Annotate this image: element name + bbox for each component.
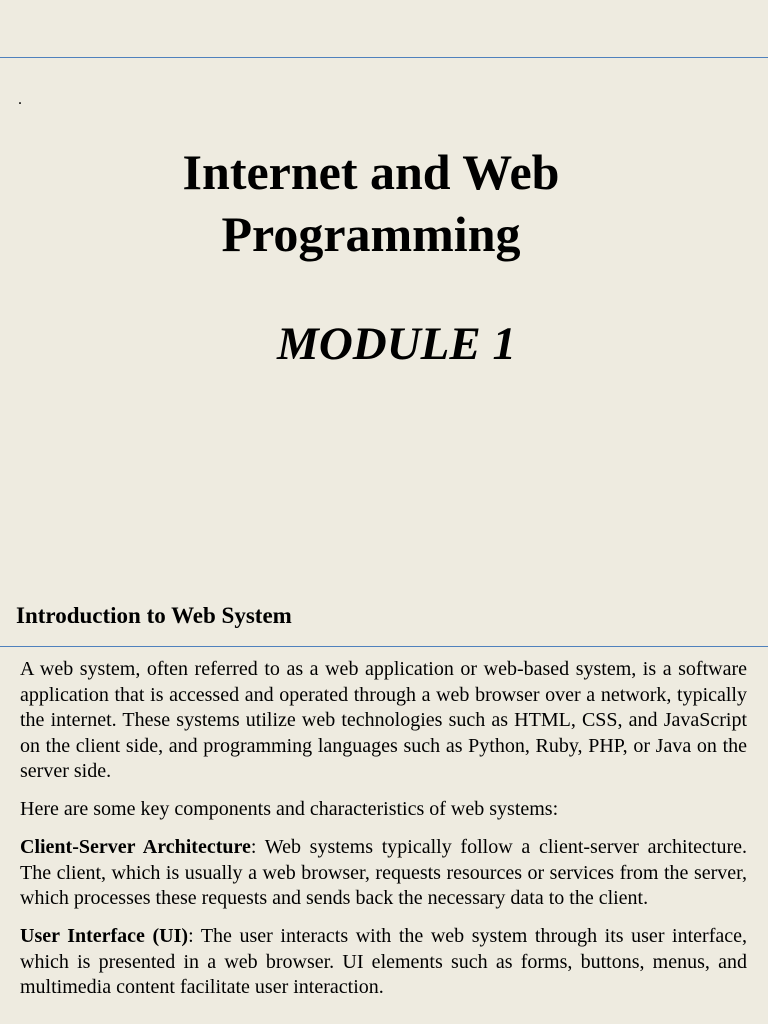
client-server-text: : Web systems typically follow a client-server architecture. The client, which is usually a web browser, requests resources or services from the server, which processes these requests and sends back the necessary data to the client. [20,836,747,909]
client-server-term: Client-Server Architecture [20,836,251,858]
title-line-1: Internet and Web [182,144,560,200]
client-server-paragraph [20,835,747,912]
intro-paragraph: A web system, often referred to as a web application or web-based system, is a software application that is accessed and operated through a web browser over a network, typically the internet. These systems utilize web technologies such as HTML, CSS, and JavaScript on the client side, and programming languages such as Python, Ruby, PHP, or Java on the server side. [20,658,747,782]
section-heading: Introduction to Web System [16,603,292,628]
top-divider [0,57,768,58]
components-lead-paragraph: Here are some key components and characteristics of web systems: [20,798,559,820]
title-line-2: Programming [221,206,521,262]
user-interface-text: : The user interacts with the web system through its user interface, which is presented in a web browser. UI elements such as forms, buttons, menus, and multimedia content facilitate user interaction. [20,925,747,998]
user-interface-paragraph [20,924,747,1001]
page-marker: . [18,91,22,108]
user-interface-term: User Interface (UI) [20,925,189,947]
document-title [0,141,742,265]
section-divider [0,646,768,647]
body-text [20,657,747,1013]
module-label: MODULE 1 [277,318,516,370]
